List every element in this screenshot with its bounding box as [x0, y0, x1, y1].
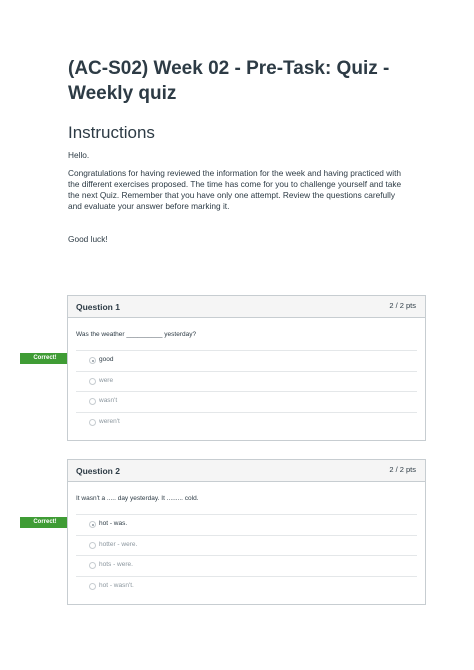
answer-option[interactable] — [76, 371, 417, 392]
answer-label: weren't — [99, 417, 120, 425]
answer-label: were — [99, 376, 114, 384]
radio-selected-icon[interactable] — [89, 357, 96, 364]
radio-icon[interactable] — [89, 562, 96, 569]
instructions-text: Congratulations for having reviewed the information for the week and having practiced with the different exercises proposed. The time has come for you to challenge yourself and take the next Quiz. Remember that you have only one attempt. Review the questions carefully and evaluate your answer before marking it. — [68, 168, 402, 211]
radio-selected-icon[interactable] — [89, 521, 96, 528]
radio-icon[interactable] — [89, 419, 96, 426]
answer-list — [76, 350, 417, 432]
answer-option[interactable] — [76, 391, 417, 412]
question-points: 2 / 2 pts — [389, 301, 416, 310]
answer-option[interactable] — [76, 350, 417, 371]
greeting-text: Hello. — [68, 150, 90, 160]
question-header — [68, 296, 425, 318]
answer-option[interactable] — [76, 514, 417, 535]
question-text: Was the weather __________ yesterday? — [76, 331, 197, 338]
answer-option[interactable] — [76, 535, 417, 556]
instructions-heading: Instructions — [68, 123, 155, 142]
radio-icon[interactable] — [89, 398, 96, 405]
radio-icon[interactable] — [89, 583, 96, 590]
question-header — [68, 460, 425, 482]
answer-label: wasn't — [99, 397, 118, 404]
answer-list — [76, 514, 417, 596]
good-luck-text: Good luck! — [68, 234, 108, 244]
correct-answer-flag: Correct! — [20, 353, 70, 364]
answer-label: hot - wasn't. — [99, 581, 134, 589]
question-text: It wasn't a ..... day yesterday. It ......... cold. — [76, 495, 199, 502]
radio-icon[interactable] — [89, 378, 96, 385]
answer-label: hots - were. — [99, 561, 133, 568]
answer-label: good — [99, 356, 114, 363]
question-title: Question 1 — [76, 302, 120, 312]
question-card — [67, 459, 426, 605]
page-title: (AC-S02) Week 02 - Pre-Task: Quiz - Weekly quiz — [68, 58, 390, 104]
answer-option[interactable] — [76, 576, 417, 597]
answer-option[interactable] — [76, 555, 417, 576]
correct-answer-flag: Correct! — [20, 517, 70, 528]
answer-label: hot - was. — [99, 520, 128, 527]
question-points: 2 / 2 pts — [389, 465, 416, 474]
radio-icon[interactable] — [89, 542, 96, 549]
question-title: Question 2 — [76, 466, 120, 476]
question-card — [67, 295, 426, 441]
answer-label: hotter - were. — [99, 540, 138, 548]
answer-option[interactable] — [76, 412, 417, 433]
